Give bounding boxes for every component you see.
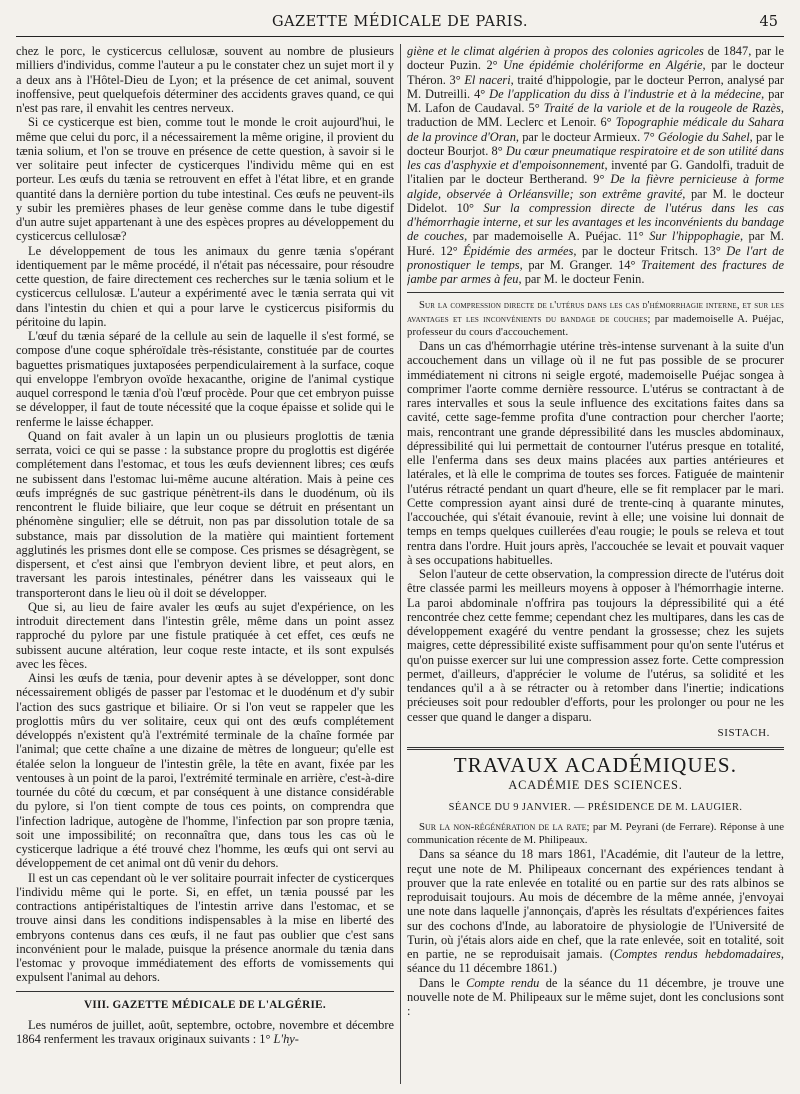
- italic-run: El naceri: [464, 72, 511, 87]
- text-run: Dans le: [419, 975, 467, 990]
- session-line: SÉANCE DU 9 JANVIER. — PRÉSIDENCE DE M. LAUGIER.: [448, 801, 743, 813]
- paragraph: Selon l'auteur de cette observation, la compression directe de l'utérus doit être classée parmi les meilleurs moyens à opposer à l'hémorrhagie interne. La paroi abdominale n'offrira pas toujours la dépressibilité qui a été rencontrée chez cette femme; cependant chez les multipares, dans les cas de développement exagéré du ventre pendant la grossesse; chez les sujets maigres, cette dépressibilité existe suffisamment pour qu'on sente l'utérus et qu'on puisse exercer sur lui une compression assez forte. Cette compression permet, d'ailleurs, d'apprécier le volume de l'utérus, sa solidité et les tendances qu'il a à se rétracter ou à retomber dans l'inertie; indications précieuses soit pour redoubler d'efforts, pour les prolonger ou pour ne les cesser que quand le danger a disparu.: [407, 567, 784, 724]
- section-double-rule: [407, 747, 784, 750]
- italic-run: Compte rendu: [466, 975, 540, 990]
- paragraph: Ainsi les œufs de tænia, pour devenir aptes à se développer, sont donc nécessairement obligés de passer par l'estomac et le duodénum et d'y subir l'action des sucs gastrique et biliaire. Or si l'on veut se rappeler que les proglottis mûrs du ver solitaire, ceux qui ont des œufs complétement développés n'existent qu'à l'extrémité terminale de la chaîne formée par l'animal; que cette chaîne a une dizaine de mètres de longueur; qu'elle est étalée selon la longueur de l'intestin grêle, la tête en avant, fixée par les ventouses à un point de la paroi, l'extrémité terminale en arrière, c'est-à-dire tournée du côté du cœcum, et par conséquent à une distance considérable du pylore, si l'on tient compte de tous ces points, on comprendra que l'infection ladrique, autogène de l'homme, l'infection par son propre tænia, soit une impossibilité; on reconnaîtra que, dans tous les cas où le cysticerque ladrique a été trouvé chez l'homme, les œufs qui ont servi au développement de cet animal ont dû venir du dehors.: [16, 671, 394, 871]
- text-run: de la séance du 11 décembre, je trouve une nouvelle note de M. Philipeaux sur le même sujet, dont les conclusions sont :: [407, 975, 784, 1019]
- paragraph: Que si, au lieu de faire avaler les œufs au sujet d'expérience, on les introduit directement dans l'intestin grêle, même dans un point assez rapproché du pylore par une fistule pratiquée à cet effet, ces œufs ne subissent aucune altération, leur coque reste intacte, et ils sont expulsés avec les fèces.: [16, 599, 394, 671]
- section-title: TRAVAUX ACADÉMIQUES.: [453, 753, 738, 778]
- journal-title: GAZETTE MÉDICALE DE PARIS.: [271, 14, 529, 30]
- author-signature: SISTACH.: [717, 726, 770, 739]
- article-lead-title: Sur la compression directe de l'utérus dans les cas d'hémorrhagie interne, et sur les avantages et les inconvénients du bandage de couches: [407, 300, 784, 325]
- italic-run: Sur la compression directe de l'utérus dans les cas d'hémorrhagie interne, et sur les avantages et les inconvénients du bandage de couches: [407, 200, 784, 244]
- paragraph: [407, 976, 784, 1019]
- left-column: [16, 44, 394, 1088]
- paragraph: [16, 1018, 394, 1047]
- italic-run: giène et le climat algérien à propos des colonies agricoles: [407, 44, 704, 58]
- italic-run: Une épidémie cholériforme en Algérie: [503, 58, 703, 73]
- italic-run: Sur l'hippophagie: [649, 229, 740, 244]
- text-run: Dans sa séance du 18 mars 1861, l'Académie, dit l'auteur de la lettre, reçut une note de M. Philipeaux concernant des expériences tendant à prouver que la rate enlevée en totalité ou en partie sur des rats albinos se reproduisait toujours. Au mois de décembre de la même année, j'envoyai une note dans laquelle j'annonçais, d'après les résultats d'expériences faites sur des cochons d'Inde, au laboratoire de physiologie de l'Université de Turin, où j'étais alors aide en chef, que la rate enlevée, soit en totalité, soit en partie, ne se reproduisait jamais. (: [407, 847, 784, 962]
- text-run: , inventé par G. Gandolfi, traduit de l'italien par le docteur Bertherand. 9°: [407, 158, 784, 187]
- section-rule: [16, 991, 394, 992]
- italic-run: Comptes rendus hebdomadaires: [613, 947, 781, 962]
- text-run: , par le docteur Bourjot. 8°: [407, 129, 784, 158]
- text-run: de 1847, par le docteur Puzin. 2°: [407, 44, 784, 73]
- text-run: , par M. Lafon de Caudaval. 5°: [407, 86, 784, 115]
- paragraph: Quand on fait avaler à un lapin un ou plusieurs proglottis de tænia serrata, voici ce qui se passe : la substance propre du proglottis est digérée complétement dans l'estomac, et tous les œufs deviennent libres; ces œufs ne subissent dans l'estomac lui-même aucune altération. Mais à peine ces œufs imprégnés de suc gastrique pénètrent-ils dans le duodénum, où ils rencontrent le fluide biliaire, que leur coque se détruit en présentant un phénomène singulier; elle se détruit, non pas par dissolution totale de sa substance, mais par dissolution de la matière qui maintient fortement agglutinés les prismes dont elle se compose. Ces prismes se désagrègent, se dispersent, et c'est ainsi que l'embryon devient libre, et peut alors, en traversant les parois intestinales, pénétrer dans les vaisseaux qui le transporteront dans le lieu où il doit se développer.: [16, 428, 394, 600]
- article-lead-byline: ; par mademoiselle A. Puéjac, professeur du cours d'accouchement.: [407, 313, 784, 338]
- right-column: [407, 44, 784, 1088]
- column-divider: [400, 44, 401, 1084]
- italic-run: Géologie du Sahel: [657, 129, 750, 144]
- article-rule: [407, 292, 784, 293]
- header-rule: [16, 36, 784, 37]
- paragraph: L'œuf du tænia séparé de la cellule au sein de laquelle il s'est formé, se compose d'une coque sphéroïdale très-résistante, constituée par de courtes baguettes prismatiques juxtaposées perpendiculairement à la surface, coque qui enveloppe l'embryon ovoïde hexacanthe, origine de l'animal cystique auquel correspond le tænia d'où l'œuf procède. Pour que cet embryon puisse se développer, il faut de toute nécessité que la coque épaisse et solide qui le renferme le laisse échapper.: [16, 329, 394, 429]
- text-run: , par M. le docteur Fenin.: [518, 272, 645, 286]
- paragraph: [407, 847, 784, 975]
- page-number: 45: [759, 14, 778, 30]
- page-header: [0, 8, 800, 38]
- section-heading: VIII. GAZETTE MÉDICALE DE L'ALGÉRIE.: [83, 998, 327, 1011]
- italic-run: L'hy-: [273, 1032, 299, 1046]
- italic-run: Du cœur pneumatique respiratoire et de son utilité dans les cas d'asphyxie et d'empoisonnement: [407, 143, 784, 172]
- text-run: , par M. Granger. 14°: [519, 257, 642, 272]
- paragraph: chez le porc, le cysticercus cellulosæ, souvent au nombre de plusieurs milliers d'individus, comme l'auteur a pu le constater chez un sujet mort il y a deux ans à l'Hôtel-Dieu de Lyon; et la présence de cet animal, souvent inoffensive, peut quelquefois déterminer des accidents graves quand, ce qui n'est pas rare, il envahit les centres nerveux.: [16, 44, 394, 115]
- italic-run: Traitement des fractures de jambe par armes à feu: [407, 257, 784, 286]
- text-run: , par le docteur Fritsch. 13°: [573, 243, 727, 258]
- communication-title: [407, 821, 784, 847]
- paragraph: Dans un cas d'hémorrhagie utérine très-intense survenant à la suite d'un accouchement dans un village où il ne fut pas possible de se procurer immédiatement ni citrons ni seigle ergoté, mademoiselle Puéjac songea à comprimer l'aorte comme dernière ressource. L'utérus se contractant à de rares intervalles et sous la seule influence des excitations faites dans sa cavité, cette sage-femme profita d'une contraction pour chercher l'aorte; mais, rencontrant une grande dépressibilité dans les muscles abdominaux, dépressibilité qui lui permettait de contourner l'utérus presque en totalité, elle l'enferma dans ses deux mains placées aux parties antérieures et latérales, et là elle le comprima de toutes ses forces. Fatiguée de maintenir l'utérus rétracté pendant un quart d'heure, elle se fit remplacer par le mari. Cette compression ayant ainsi duré de trente-cinq à quarante minutes, l'accouchée, qui s'était évanouie, revint à elle; une voisine lui donnait de temps en temps quelques cuillerées d'eau rougie; le pouls se releva et tout rentra dans l'ordre. Huit jours après, l'accouchée se levait et pouvait vaquer à ses occupations habituelles.: [407, 339, 784, 567]
- italic-run: De l'application du diss à l'industrie et à la médecine: [489, 86, 762, 101]
- text-run: , traduction de MM. Leclerc et Lenoir. 6°: [407, 101, 784, 130]
- italic-run: Épidémie des armées: [463, 243, 574, 258]
- text-run: Les numéros de juillet, août, septembre, octobre, novembre et décembre 1864 renferment les travaux originaux suivants : 1°: [16, 1017, 394, 1046]
- text-run: , par le docteur Théron. 3°: [407, 58, 784, 87]
- paragraph: Le développement de tous les animaux du genre tænia s'opérant identiquement par le même procédé, il n'était pas nécessaire, pour résoudre cette question, de faire directement ces recherches sur le tænia solium et le cysticercus cellulosæ. L'auteur a expérimenté avec le tænia serrata qui vit dans l'intestin du chien et qui a pour larve le cysticercus pisiformis du péritoine du lapin.: [16, 243, 394, 329]
- communication-subject: Sur la non-régénération de la rate: [419, 820, 587, 833]
- section-subtitle: ACADÉMIE DES SCIENCES.: [508, 778, 683, 793]
- text-run: , par le docteur Armieux. 7°: [515, 129, 658, 144]
- text-run: , traité d'hippologie, par le docteur Perron, analysé par M. Dutreilli. 4°: [407, 72, 784, 101]
- italic-run: De la fièvre pernicieuse à forme algide, observée à Orléansville; son extrême gravité: [407, 172, 784, 201]
- italic-run: De l'art de pronostiquer le temps: [407, 243, 784, 272]
- paragraph: Il est un cas cependant où le ver solitaire pourrait infecter de cysticerques l'individu même qui le porte. Si, en effet, un tænia poussé par les contractions antipéristaltiques de l'intestin arrive dans l'estomac, et se trouve ainsi dans les conditions indispensables à la mise en liberté des embryons contenus dans ces œufs, il ne faut pas oublier que c'est sans inconvénient pour le malade, puisque la présence anormale du tænia dans l'estomac y provoque immédiatement des efforts de vomissements qui expulsent l'animal au dehors.: [16, 870, 394, 985]
- text-run: , par M. le docteur Didelot. 10°: [407, 186, 784, 215]
- paragraph: [407, 44, 784, 286]
- italic-run: Topographie médicale du Sahara de la province d'Oran: [407, 115, 784, 144]
- text-run: , par mademoiselle A. Puéjac. 11°: [464, 229, 650, 244]
- communication-byline: ; par M. Peyrani (de Ferrare). Réponse à une communication récente de M. Philipeaux.: [407, 820, 784, 847]
- italic-run: Traité de la variole et de la rougeole de Razès: [543, 101, 781, 115]
- text-run: , séance du 11 décembre 1861.): [407, 947, 784, 976]
- article-lead: [407, 299, 784, 339]
- text-run: , par M. Huré. 12°: [407, 229, 784, 258]
- paragraph: Si ce cysticerque est bien, comme tout le monde le croit aujourd'hui, le même que celui du porc, il a nécessairement la même origine, il provient du tænia solium, et l'on se trouve en présence de cette question, à savoir si le ver solitaire peut infecter de cysticerques l'individu même qui en est porteur. Les œufs du tænia se retrouvent en effet à l'état libre, et en grande quantité dans la dernière portion du tube intestinal. Ces œufs ne peuvent-ils y subir les premières phases de leur genèse comme dans le tube digestif d'un autre sujet appartenant à une des espèces propres au développement du cysticercus cellulosæ?: [16, 115, 394, 244]
